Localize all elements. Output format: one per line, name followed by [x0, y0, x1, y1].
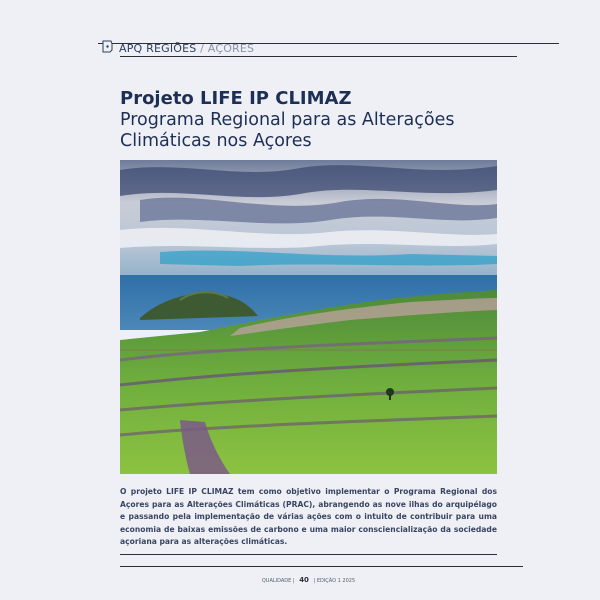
article-subtitle-line1: Programa Regional para as Alterações	[120, 110, 455, 130]
header-bottom-rule	[120, 56, 517, 57]
section-logo-icon	[100, 39, 114, 53]
footer-separator-2: |	[313, 578, 316, 584]
article-subtitle-line2: Climáticas nos Açores	[120, 131, 312, 151]
section-breadcrumb	[119, 42, 254, 55]
breadcrumb-separator: /	[196, 42, 208, 55]
footer-top-rule	[120, 554, 497, 555]
landscape-photo	[120, 160, 497, 474]
article-body: O projeto LIFE IP CLIMAZ tem como objetivo implementar o Programa Regional dos Açores para as Alterações Climáticas (PRAC), abrangendo as nove ilhas do arquipélago e passando pela implementação de várias ações com o intuito de contribuir para uma economia de baixas emissões de carbono e uma maior consciencialização da sociedade açoriana para as alterações climáticas.	[120, 487, 497, 547]
subsection-name: AÇORES	[207, 42, 255, 55]
article-title: Projeto LIFE IP CLIMAZ	[120, 88, 352, 109]
footer-publication: QUALIDADE	[261, 578, 292, 584]
page-footer	[120, 576, 497, 584]
footer-separator: |	[292, 578, 295, 584]
article-title-block	[120, 88, 520, 152]
section-name: APQ REGIÕES	[119, 42, 197, 55]
footer-edition: EDIÇÃO 1 2025	[316, 578, 356, 584]
page-number: 40	[299, 576, 309, 584]
footer-bottom-rule	[120, 566, 523, 567]
